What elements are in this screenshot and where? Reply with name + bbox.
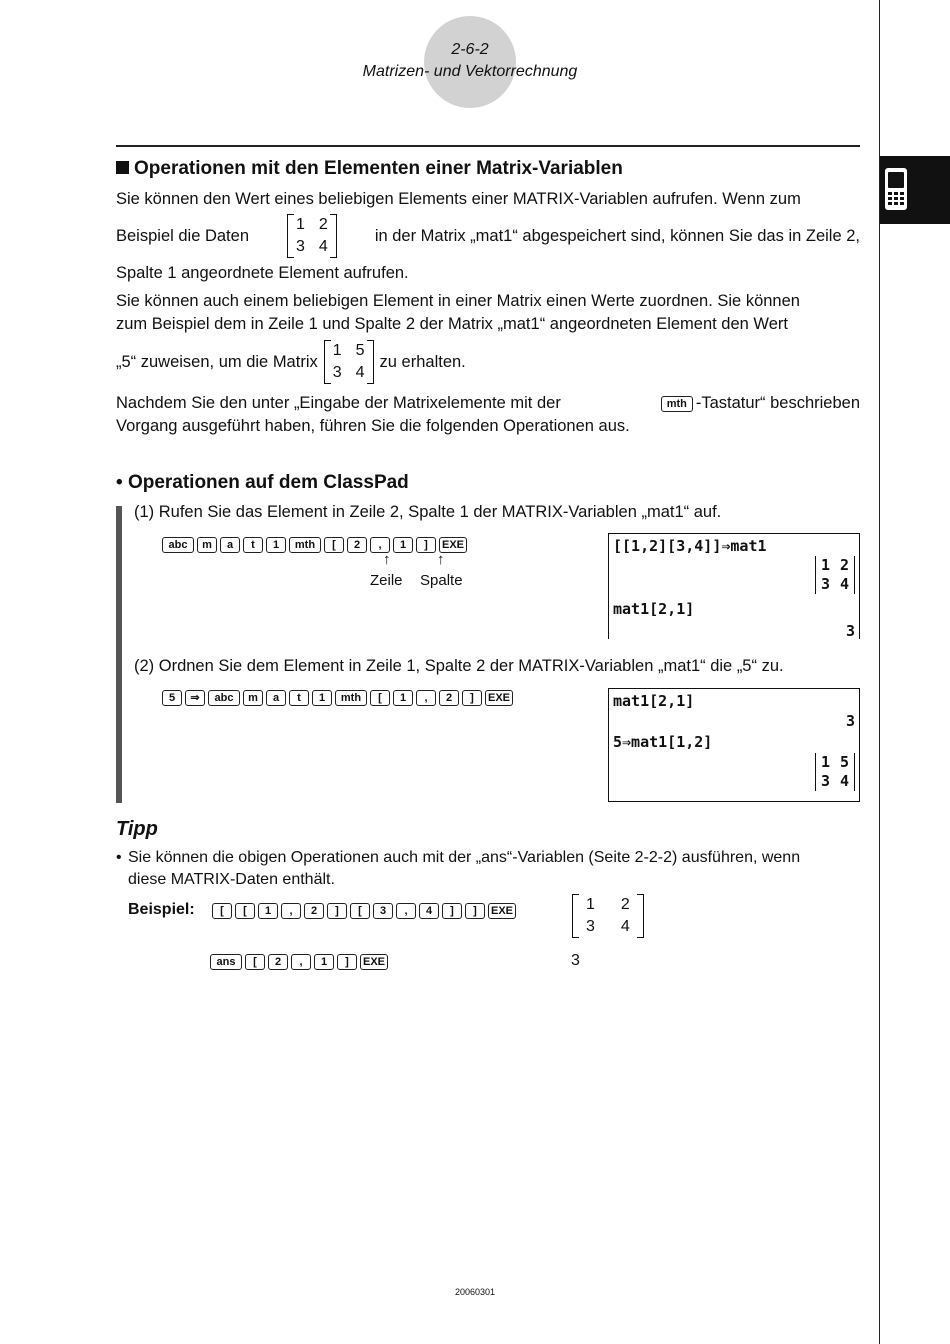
tipp-line2: diese MATRIX-Daten enthält. — [128, 871, 335, 888]
tipp-keys-1 — [212, 902, 519, 920]
ans-key: ans — [210, 954, 242, 970]
up-arrow-icon: ↑ — [437, 551, 445, 568]
key: 1 — [393, 537, 413, 553]
procedure-bar — [116, 506, 122, 803]
matrix-cell: 2 — [318, 216, 328, 233]
key: [ — [324, 537, 344, 553]
matrix-cell: 4 — [839, 772, 849, 790]
key: , — [281, 903, 301, 919]
tipp-matrix — [572, 894, 644, 938]
mth-key: mth — [335, 690, 367, 706]
matrix-cell: 4 — [620, 918, 630, 935]
screen1-matrix — [815, 556, 855, 594]
key: 1 — [266, 537, 286, 553]
classpad-heading-text: Operationen auf dem ClassPad — [127, 472, 409, 493]
para3-line2: Vorgang ausgeführt haben, führen Sie die folgenden Operationen aus. — [116, 417, 630, 435]
key: , — [396, 903, 416, 919]
step2-text: (2) Ordnen Sie dem Element in Zeile 1, Spalte 2 der MATRIX-Variablen „mat1“ die „5“ zu. — [134, 657, 784, 675]
key: , — [291, 954, 311, 970]
screen2-line2: 5⇒mat1[1,2] — [613, 733, 713, 751]
calculator-icon — [880, 156, 950, 224]
key: 5 — [162, 690, 182, 706]
exe-key: EXE — [485, 690, 513, 706]
key: , — [370, 537, 390, 553]
matrix-cell: 3 — [332, 364, 342, 381]
screen1-result: 3 — [845, 622, 855, 640]
screen2-matrix — [815, 753, 855, 791]
key: ] — [337, 954, 357, 970]
key: [ — [370, 690, 390, 706]
section-number: 2-6-2 — [451, 41, 489, 58]
tipp-matrix-wrap — [572, 894, 644, 938]
matrix-cell: 3 — [296, 238, 305, 255]
matrix-cell: 1 — [820, 753, 830, 771]
screen2-line1: mat1[2,1] — [613, 692, 695, 710]
para1-pre: Beispiel die Daten — [116, 226, 249, 245]
row-label: Zeile — [370, 572, 403, 589]
key: 1 — [393, 690, 413, 706]
para1-line3: Spalte 1 angeordnete Element aufrufen. — [116, 264, 409, 282]
matrix-cell: 5 — [839, 753, 849, 771]
classpad-heading: • Operationen auf dem ClassPad — [116, 472, 409, 493]
matrix-inline-2 — [324, 340, 374, 384]
section-heading — [116, 158, 623, 180]
key: [ — [212, 903, 232, 919]
section-rule — [116, 145, 860, 147]
screen2-result1: 3 — [845, 712, 855, 730]
para2-line3 — [116, 339, 860, 385]
para1-post: in der Matrix „mat1“ abgespeichert sind, können Sie das in Zeile 2, — [374, 226, 860, 245]
matrix-cell: 1 — [332, 342, 342, 359]
mth-key: mth — [289, 537, 321, 553]
key: [ — [235, 903, 255, 919]
key: 2 — [304, 903, 324, 919]
step1-text: (1) Rufen Sie das Element in Zeile 2, Spalte 1 der MATRIX-Variablen „mat1“ auf. — [134, 503, 722, 521]
para1-line1: Sie können den Wert eines beliebigen Elements einer MATRIX-Variablen aufrufen. Wenn zum — [116, 190, 801, 208]
matrix-cell: 4 — [839, 575, 849, 593]
key: ] — [465, 903, 485, 919]
assign-key: ⇒ — [185, 690, 205, 706]
screen1-line2: mat1[2,1] — [613, 600, 695, 618]
key: m — [197, 537, 217, 553]
key: t — [243, 537, 263, 553]
matrix-cell: 3 — [586, 918, 595, 935]
mth-key: mth — [661, 396, 693, 412]
matrix-cell: 5 — [355, 342, 365, 359]
tipp-keys-2 — [210, 953, 391, 971]
key: 3 — [373, 903, 393, 919]
example-label: Beispiel: — [128, 901, 195, 918]
square-bullet-icon — [116, 161, 129, 174]
matrix-cell: 2 — [620, 896, 630, 913]
matrix-cell: 4 — [355, 364, 365, 381]
exe-key: EXE — [439, 537, 467, 553]
key: ] — [416, 537, 436, 553]
step2-keys — [162, 689, 516, 707]
up-arrow-icon: ↑ — [383, 551, 391, 568]
matrix-cell: 4 — [318, 238, 328, 255]
screen-2 — [608, 688, 860, 802]
para1-line2 — [116, 213, 860, 259]
para2-pre: „5“ zuweisen, um die Matrix — [116, 352, 318, 371]
matrix-cell: 1 — [586, 896, 595, 913]
key: a — [266, 690, 286, 706]
abc-key: abc — [208, 690, 240, 706]
key: ] — [462, 690, 482, 706]
matrix-cell: 1 — [820, 556, 830, 574]
key: a — [220, 537, 240, 553]
header-circle — [424, 16, 516, 108]
key: 1 — [314, 954, 334, 970]
section-heading-text: Operationen mit den Elementen einer Matrix-Variablen — [134, 158, 623, 179]
tipp-result: 3 — [571, 952, 580, 969]
key: [ — [350, 903, 370, 919]
matrix-inline-1 — [287, 214, 337, 258]
page-header-title: Matrizen- und Vektorrechnung — [362, 63, 578, 80]
para3-line1 — [116, 392, 860, 415]
para2-post: zu erhalten. — [379, 352, 466, 371]
key: [ — [245, 954, 265, 970]
key: , — [416, 690, 436, 706]
tipp-line1: Sie können die obigen Operationen auch mit der „ans“-Variablen (Seite 2-2-2) ausführen, wenn — [128, 849, 801, 866]
key: m — [243, 690, 263, 706]
key: 2 — [347, 537, 367, 553]
step1-keys — [162, 536, 470, 554]
para2-line2: zum Beispiel dem in Zeile 1 und Spalte 2 der Matrix „mat1“ angeordneten Element den Wert — [116, 315, 788, 333]
exe-key: EXE — [488, 903, 516, 919]
para3-pre: Nachdem Sie den unter „Eingabe der Matrixelemente mit der — [116, 394, 561, 412]
page-footer: 20060301 — [454, 1287, 496, 1297]
para3-post: -Tastatur“ beschrieben — [695, 394, 860, 412]
key: 1 — [312, 690, 332, 706]
key: t — [289, 690, 309, 706]
screen-1 — [608, 533, 860, 639]
matrix-cell: 2 — [839, 556, 849, 574]
key: 2 — [439, 690, 459, 706]
abc-key: abc — [162, 537, 194, 553]
key: 4 — [419, 903, 439, 919]
key: ] — [442, 903, 462, 919]
matrix-cell: 3 — [820, 772, 830, 790]
bullet-icon: • — [116, 849, 122, 866]
tipp-heading: Tipp — [116, 818, 158, 840]
exe-key: EXE — [360, 954, 388, 970]
key: 2 — [268, 954, 288, 970]
matrix-cell: 3 — [820, 575, 830, 593]
para2-line1: Sie können auch einem beliebigen Element in einer Matrix einen Werte zuordnen. Sie können — [116, 292, 800, 310]
matrix-cell: 1 — [296, 216, 305, 233]
key: 1 — [258, 903, 278, 919]
chapter-tab — [880, 156, 950, 224]
key: ] — [327, 903, 347, 919]
screen1-line1: [[1,2][3,4]]⇒mat1 — [613, 537, 767, 555]
column-label: Spalte — [420, 572, 463, 589]
